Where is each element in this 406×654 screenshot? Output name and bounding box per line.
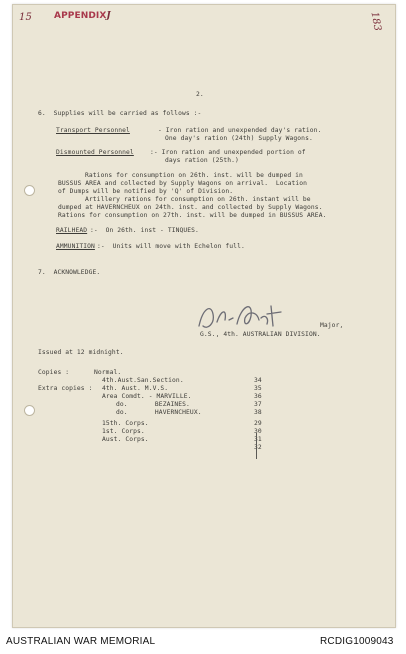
artillery-line-1: Artillery rations for consumption on 26th. instant will be: [85, 196, 311, 203]
railhead-text: :- On 26th. inst - TINQUES.: [90, 227, 199, 234]
copy-row-number: 29: [254, 420, 262, 427]
copy-row-number: 31: [254, 436, 262, 443]
copy-row-number: 34: [254, 377, 262, 384]
dismounted-label: Dismounted Personnel: [56, 149, 134, 156]
signature-rank: Major,: [320, 322, 344, 329]
ammunition-label: AMMUNITION: [56, 243, 95, 250]
copy-row-number: 32: [254, 444, 262, 451]
railhead-label: RAILHEAD: [56, 227, 88, 234]
artillery-line-2: dumped at HAVERNCHEUX on 24th. inst. and collected by Supply Wagons.: [58, 204, 323, 211]
copies-brace: [248, 433, 257, 459]
copy-row-name: 4th. Aust. M.V.S.: [102, 385, 169, 392]
copy-row-number: 30: [254, 428, 262, 435]
footer-institution: AUSTRALIAN WAR MEMORIAL: [6, 636, 156, 647]
acknowledge-line: 7. ACKNOWLEDGE.: [38, 269, 101, 276]
rations-line-3: of Dumps will be notified by 'Q' of Division.: [58, 188, 234, 195]
copy-row-name: do. HAVERNCHEUX.: [116, 409, 202, 416]
folio-number: 183: [368, 10, 383, 33]
copies-normal: Normal.: [94, 369, 122, 376]
copy-row-number: 36: [254, 393, 262, 400]
dismounted-text-1: :- Iron ration and unexpended portion of: [150, 149, 306, 156]
footer-record-id: RCDIG1009043: [320, 636, 394, 647]
transport-label: Transport Personnel: [56, 127, 130, 134]
appendix-stamp: APPENDIXJ: [54, 11, 111, 21]
copy-row-name: do. BEZAINES.: [116, 401, 190, 408]
copy-row-name: 4th.Aust.San.Section.: [102, 377, 184, 384]
transport-text-1: - Iron ration and unexpended day's ration.: [158, 127, 322, 134]
copy-row-name: 15th. Corps.: [102, 420, 149, 427]
rations-line-1: Rations for consumption on 26th. inst. will be dumped in: [85, 172, 303, 179]
copy-row-name: 1st. Corps.: [102, 428, 145, 435]
rations-line-2: BUSSUS AREA and collected by Supply Wagons on arrival. Location: [58, 180, 308, 187]
copy-row-name: Area Comdt. - MARVILLE.: [102, 393, 192, 400]
supplies-intro: 6. Supplies will be carried as follows :-: [38, 110, 202, 117]
artillery-line-3: Rations for consumption on 27th. inst. will be dumped in BUSSUS AREA.: [58, 212, 327, 219]
dismounted-text-2: days ration (25th.): [165, 157, 239, 164]
copy-row-name: Aust. Corps.: [102, 436, 149, 443]
punch-hole: [24, 185, 35, 196]
transport-text-2: One day's ration (24th) Supply Wagons.: [165, 135, 313, 142]
handwritten-page-number: 15: [19, 12, 32, 23]
issued-line: Issued at 12 midnight.: [38, 349, 124, 356]
signature-unit: G.S., 4th. AUSTRALIAN DIVISION.: [200, 331, 321, 338]
copy-row-number: 35: [254, 385, 262, 392]
copy-row-number: 37: [254, 401, 262, 408]
copies-label: Copies :: [38, 369, 70, 376]
copy-row-number: 38: [254, 409, 262, 416]
ammunition-text: :- Units will move with Echelon full.: [97, 243, 245, 250]
extra-copies-label: Extra copies :: [38, 385, 93, 392]
punch-hole: [24, 405, 35, 416]
page-number: 2.: [196, 91, 204, 98]
signature-scribble-icon: [193, 296, 288, 336]
